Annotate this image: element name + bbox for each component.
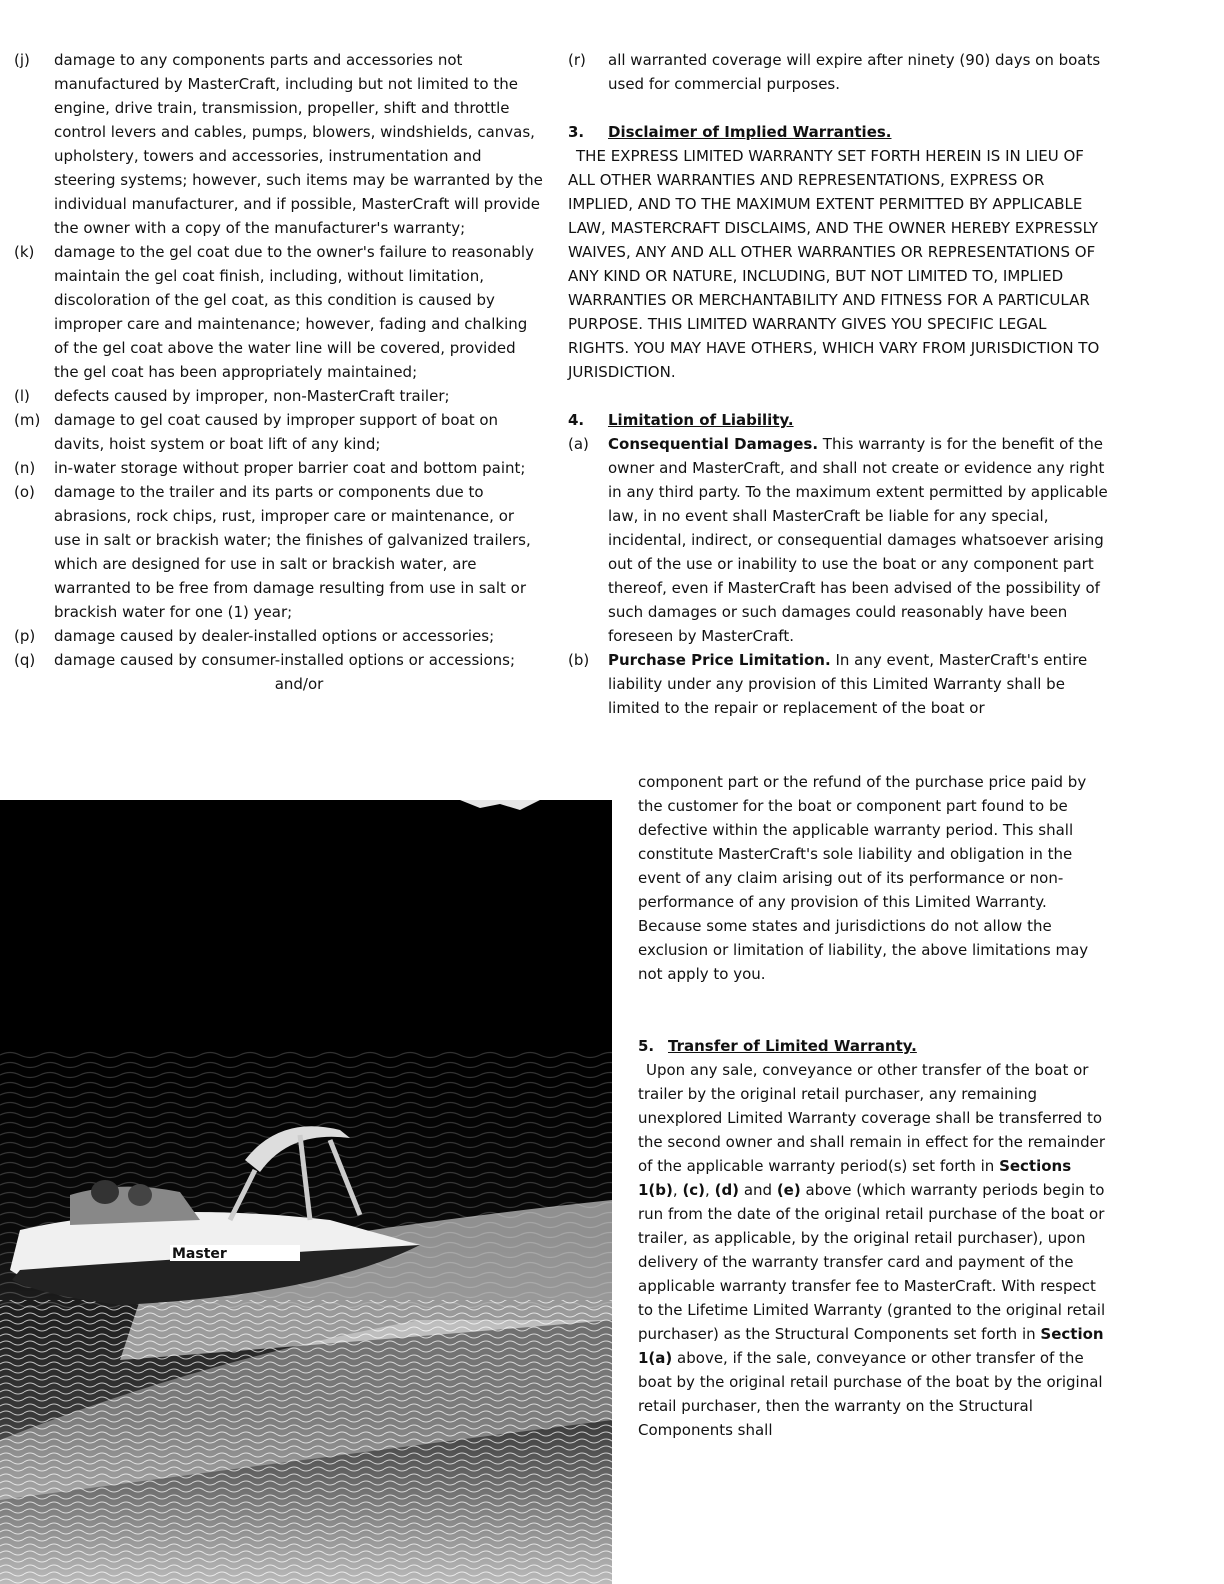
right-column xyxy=(568,48,1108,720)
section-3 xyxy=(568,120,1108,384)
item-label: (p) xyxy=(14,627,36,645)
section-5-body: Upon any sale, conveyance or other transfer of the boat or trailer by the original retail purchaser, any remaining unexplored Limited Warranty coverage shall be transferred to the second owner and shall remain in effect for the remainder of the applicable warranty period(s) set forth in Sections 1(b), (c), (d) and (e) above (which warranty periods begin to run from the date of the original retail purchase of the boat or trailer, as applicable, by the original retail purchaser), upon delivery of the warranty transfer card and payment of the applicable warranty transfer fee to MasterCraft. With respect to the Lifetime Limited Warranty (granted to the original retail purchaser) as the Structural Components set forth in Section 1(a) above, if the sale, conveyance or other transfer of the boat by the original retail purchase of the boat by the original retail purchaser, then the warranty on the Structural Components shall xyxy=(638,1061,1106,1439)
item-text: damage to gel coat caused by improper support of boat on davits, hoist system or boat lift of any kind; xyxy=(54,411,499,453)
section-title: Limitation of Liability. xyxy=(608,411,794,429)
item-text: damage to the gel coat due to the owner's failure to reasonably maintain the gel coat finish, including, without limitation, discoloration of the gel coat, as this condition is caused by improper care and maintenance; however, fading and chalking of the gel coat above the water line will be covered, provided the gel coat has been appropriately maintained; xyxy=(54,243,534,381)
item-label: (q) xyxy=(14,651,36,669)
list-item-b xyxy=(568,648,1108,720)
hull-logo: Master xyxy=(172,1246,227,1262)
item-text: damage caused by dealer-installed options or accessories; xyxy=(54,627,495,645)
section-title: Disclaimer of Implied Warranties. xyxy=(608,123,892,141)
item-text: damage to any components parts and accessories not manufactured by MasterCraft, including but not limited to the engine, drive train, transmission, propeller, shift and throttle control levers and cables, pumps, blowers, windshields, canvas, upholstery, towers and accessories, instrumentation and steering systems; however, such items may be warranted by the individual manufacturer, and if possible, MasterCraft will provide the owner with a copy of the manufacturer's warranty; xyxy=(54,51,543,237)
list-item xyxy=(14,480,544,624)
section-number: 5. xyxy=(638,1037,655,1055)
list-item xyxy=(14,240,544,384)
item-bold-lead: Purchase Price Limitation. xyxy=(608,651,831,669)
section-3-body: THE EXPRESS LIMITED WARRANTY SET FORTH HEREIN IS IN LIEU OF ALL OTHER WARRANTIES AND REPRESENTATIONS, EXPRESS OR IMPLIED, AND TO THE MAXIMUM EXTENT PERMITTED BY APPLICABLE LAW, MASTERCRAFT DISCLAIMS, AND THE OWNER HEREBY EXPRESSLY WAIVES, ANY AND ALL OTHER WARRANTIES OR REPRESENTATIONS OF ANY KIND OR NATURE, INCLUDING, BUT NOT LIMITED TO, IMPLIED WARRANTIES OR MERCHANTABILITY AND FITNESS FOR A PARTICULAR PURPOSE. THIS LIMITED WARRANTY GIVES YOU SPECIFIC LEGAL RIGHTS. YOU MAY HAVE OTHERS, WHICH VARY FROM JURISDICTION TO JURISDICTION. xyxy=(568,147,1100,381)
list-item xyxy=(14,648,544,672)
and-or: and/or xyxy=(274,675,324,693)
section-title: Transfer of Limited Warranty. xyxy=(668,1037,917,1055)
list-item xyxy=(14,384,544,408)
list-item xyxy=(14,408,544,456)
list-item-a xyxy=(568,432,1108,648)
item-label: (a) xyxy=(568,435,589,453)
list-item xyxy=(14,456,544,480)
section-5-heading xyxy=(638,1034,1108,1058)
section-number: 3. xyxy=(568,123,585,141)
item-label: (o) xyxy=(14,483,35,501)
item-text: all warranted coverage will expire after ninety (90) days on boats used for commercial purposes. xyxy=(608,51,1101,93)
item-label: (m) xyxy=(14,411,41,429)
boat-photo xyxy=(0,800,612,1584)
item-text: damage caused by consumer-installed options or accessions; xyxy=(54,651,516,669)
section-5 xyxy=(638,1034,1108,1442)
section-4 xyxy=(568,408,1108,720)
item-label: (k) xyxy=(14,243,35,261)
item-label: (j) xyxy=(14,51,30,69)
item-label: (n) xyxy=(14,459,36,477)
item-label: (r) xyxy=(568,51,586,69)
list-item-r xyxy=(568,48,1108,96)
section-4b-continued: component part or the refund of the purchase price paid by the customer for the boat or component part found to be defective within the applicable warranty period. This shall constitute MasterCraft's sole liability and obligation in the event of any claim arising out of its performance or non-performance of any provision of this Limited Warranty. Because some states and jurisdictions do not allow the exclusion or limitation of liability, the above limitations may not apply to you. xyxy=(638,773,1089,983)
item-bold-lead: Consequential Damages. xyxy=(608,435,819,453)
item-text: in-water storage without proper barrier coat and bottom paint; xyxy=(54,459,526,477)
item-text: damage to the trailer and its parts or components due to abrasions, rock chips, rust, improper care or maintenance, or use in salt or brackish water; the finishes of galvanized trailers, which are designed for use in salt or brackish water, are warranted to be free from damage resulting from use in salt or brackish water for one (1) year; xyxy=(54,483,531,621)
section-number: 4. xyxy=(568,411,585,429)
list-item xyxy=(14,48,544,240)
left-column xyxy=(14,48,544,696)
section-4-heading xyxy=(568,408,1108,432)
list-item xyxy=(14,624,544,648)
item-text: In any event, MasterCraft's entire liability under any provision of this Limited Warranty shall be limited to the repair or replacement of the boat or xyxy=(608,651,1088,717)
item-text: This warranty is for the benefit of the owner and MasterCraft, and shall not create or evidence any right in any third party. To the maximum extent permitted by applicable law, in no event shall MasterCraft be liable for any special, incidental, indirect, or consequential damages whatsoever arising out of the use or inability to use the boat or any component part thereof, even if MasterCraft has been advised of the possibility of such damages or such damages could reasonably have been foreseen by MasterCraft. xyxy=(608,435,1108,645)
right-column-continued xyxy=(638,770,1108,1442)
exclusions-list xyxy=(14,48,544,672)
item-label: (l) xyxy=(14,387,30,405)
item-text: defects caused by improper, non-MasterCraft trailer; xyxy=(54,387,450,405)
item-label: (b) xyxy=(568,651,590,669)
section-3-heading xyxy=(568,120,1108,144)
